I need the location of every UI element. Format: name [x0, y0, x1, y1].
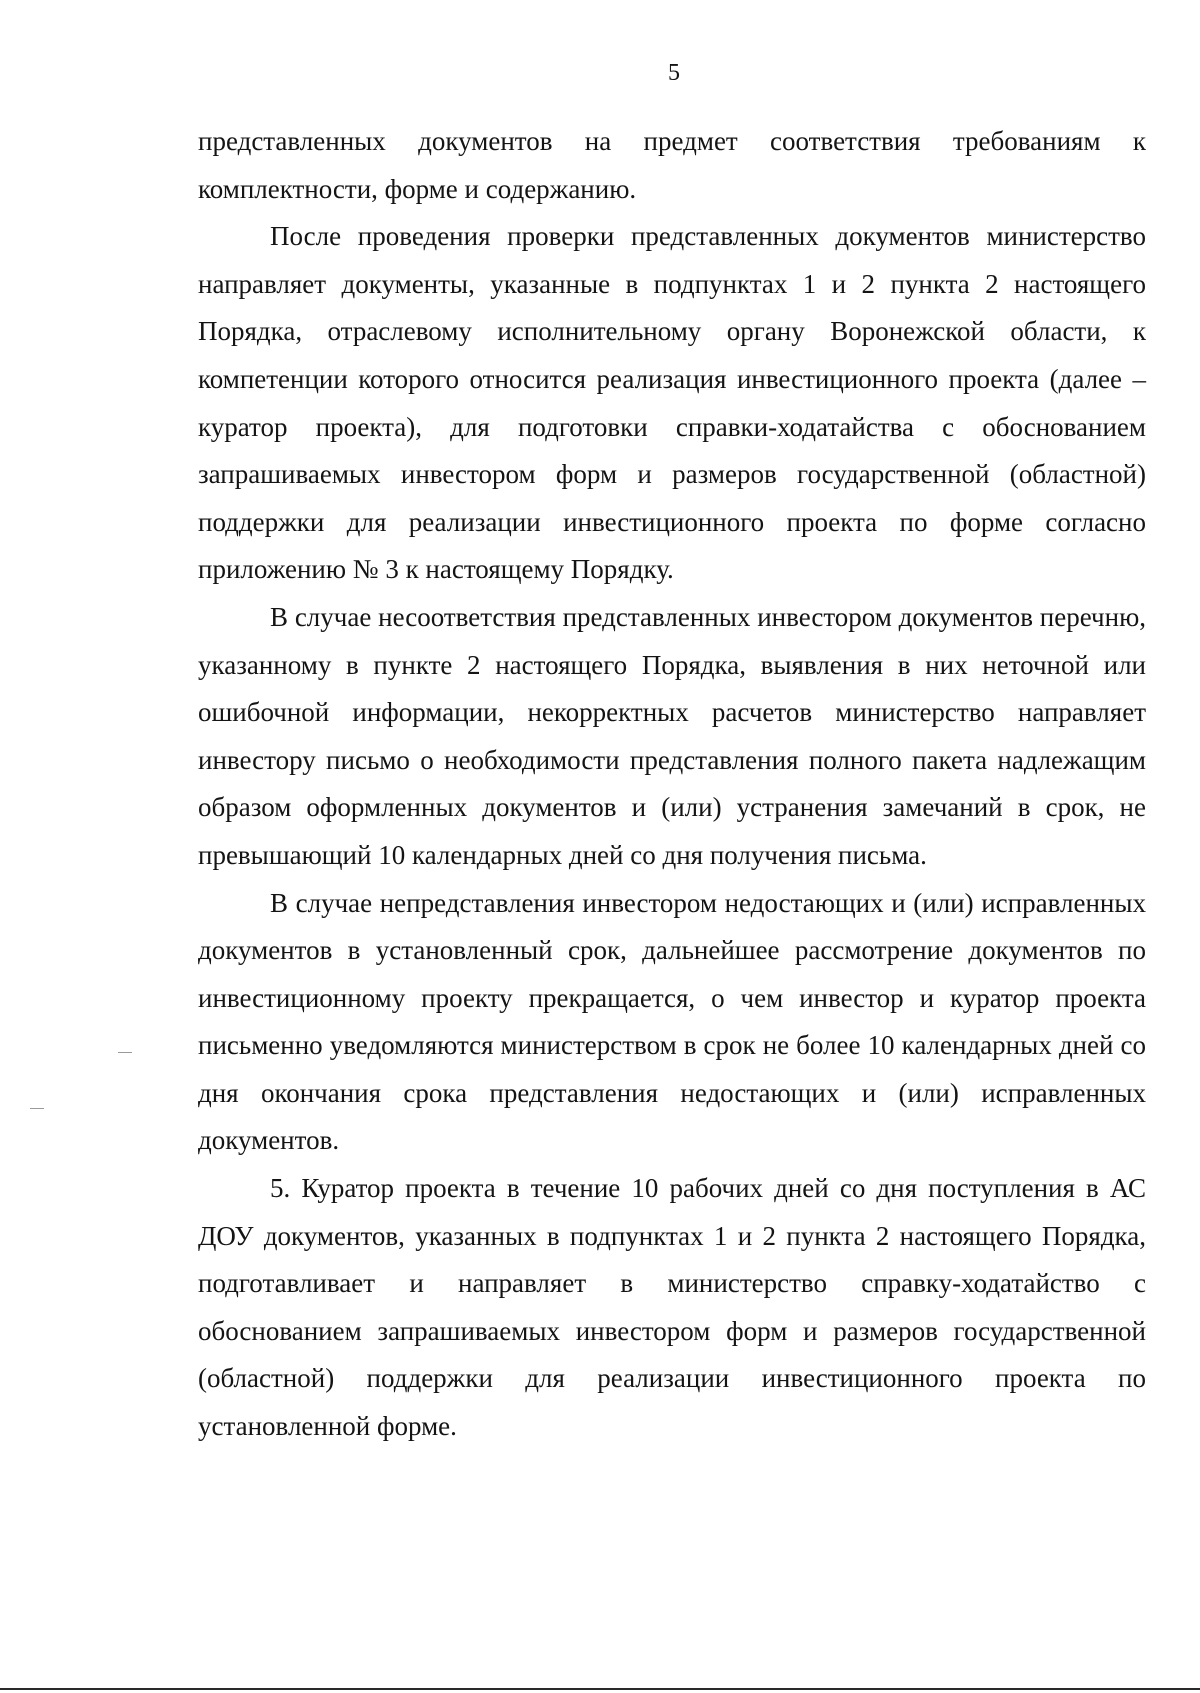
- page-number: 5: [668, 60, 680, 86]
- document-body: [198, 118, 1146, 1451]
- paragraph-item-5: 5. Куратор проекта в течение 10 рабочих дней со дня поступления в АС ДОУ документов, указанных в подпунктах 1 и 2 пункта 2 настоящего Порядка, подготавливает и направляет в министерство справку-ходатайство с обоснованием запрашиваемых инвестором форм и размеров государственной (областной) поддержки для реализации инвестиционного проекта по установленной форме.: [198, 1173, 1146, 1442]
- paragraph-nonconformity: В случае несоответствия представленных инвестором документов перечню, указанному в пункте 2 настоящего Порядка, выявления в них неточной или ошибочной информации, некорректных расчетов министерство направляет инвестору письмо о необходимости представления полного пакета надлежащим образом оформленных документов и (или) устранения замечаний в срок, не превышающий 10 календарных дней со дня получения письма.: [198, 601, 1146, 870]
- paragraph-non-submission: В случае непредставления инвестором недостающих и (или) исправленных документов в установленный срок, дальнейшее рассмотрение документов по инвестиционному проекту прекращается, о чем инвестор и куратор проекта письменно уведомляются министерством в срок не более 10 календарных дней со дня окончания срока представления недостающих и (или) исправленных документов.: [198, 887, 1146, 1156]
- margin-scan-mark: [118, 1052, 132, 1053]
- paragraph-after-check: После проведения проверки представленных документов министерство направляет документы, указанные в подпунктах 1 и 2 пункта 2 настоящего Порядка, отраслевому исполнительному органу Воронежской области, к компетенции которого относится реализация инвестиционного проекта (далее – куратор проекта), для подготовки справки-ходатайства с обоснованием запрашиваемых инвестором форм и размеров государственной (областной) поддержки для реализации инвестиционного проекта по форме согласно приложению № 3 к настоящему Порядку.: [198, 221, 1146, 585]
- scan-bottom-edge: [0, 1688, 1200, 1690]
- margin-scan-mark: [30, 1108, 44, 1109]
- paragraph-continuation: представленных документов на предмет соответствия требованиям к комплектности, форме и содержанию.: [198, 126, 1146, 204]
